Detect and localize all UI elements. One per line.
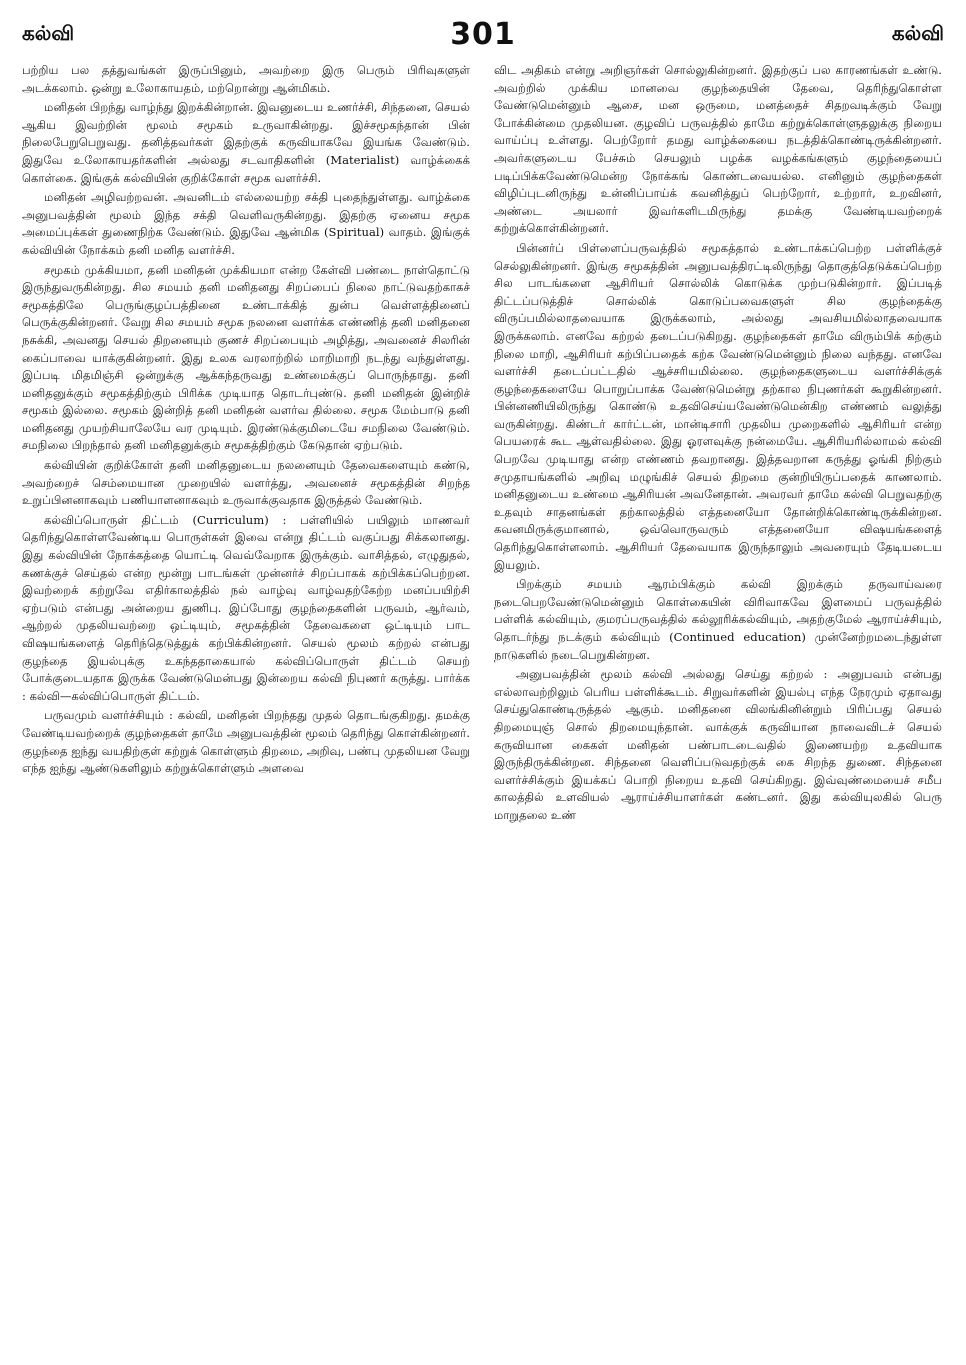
paragraph: பிறக்கும் சமயம் ஆரம்பிக்கும் கல்வி இறக்கும் தருவாய்வரை நடைபெறவேண்டுமென்னும் கொள்கையின் விரிவாகவே இளமைப் பருவத்தில் பள்ளிக் கல்வியும், குமரப்பருவத்தில் கல்லூரிக்கல்வியும், அதற்குமேல் ஆராய்ச்சியும், தொடர்ந்து நடக்கும் கல்வியும் (Continued education) முன்னேற்றமடைந்துள்ள நாடுகளில் நடைபெறுகின்றன. — [494, 577, 942, 662]
paragraph: பருவமும் வளர்ச்சியும் : கல்வி, மனிதன் பிறந்தது முதல் தொடங்குகிறது. தமக்கு வேண்டியவற்றைக் குழந்தைகள் தாமே அனுபவத்தின் மூலம் தெரிந்து கொள்கின்றனர். குழந்தை ஐந்து வயதிற்குள் கற்றுக் கொள்ளும் திறமை, அறிவு, பண்பு முதலியன வேறு எந்த ஐந்து ஆண்டுகளிலும் கற்றுக்கொள்ளும் அளவை — [22, 708, 470, 776]
paragraph: கல்விப்பொருள் திட்டம் (Curriculum) : பள்ளியில் பயிலும் மாணவர் தெரிந்துகொள்ளவேண்டிய பொருள்கள் இவை என்று திட்டம் வகுப்பது சிக்கலானது. இது கல்வியின் நோக்கத்தை யொட்டி வெவ்வேறாக இருக்கும். வாசித்தல், எழுதுதல், கணக்குச் செய்தல் என்ற மூன்று பாடங்கள் முன்னர்ச் சிறப்பாகக் கற்பிக்கப்பெற்றன. இவற்றைக் கற்றுவே எதிர்காலத்தில் நல் வாழ்வு வாழ்வதற்கேற்ற மனப்பயிற்சி ஏற்படும் என்பது அன்றைய துணிபு. இப்போது குழந்தைகளின் பருவம், ஆர்வம், ஆற்றல் முதலியவற்றை ஒட்டியும், சமூகத்தின் தேவைகளை ஒட்டியும் பாட விஷயங்களைத் தெரிந்தெடுத்துக் கற்பிக்கின்றனர். செயல் மூலம் கற்றல் என்பது குழந்தை இயல்புக்கு உகந்ததாகையால் கல்விப்பொருள் திட்டம் செயற் போக்குடையதாக இருக்க வேண்டுமென்பது இன்றைய கல்வி நிபுணர் கருத்து. பார்க்க : கல்வி—கல்விப்பொருள் திட்டம். — [22, 512, 470, 703]
paragraph: கல்வியின் குறிக்கோள் தனி மனிதனுடைய நலனையும் தேவைகளையும் கண்டு, அவற்றைச் செம்மையான முறையில் வளர்த்து, அவனைச் சமூகத்தின் சிறந்த உறுப்பினனாகவும் பணியாளனாகவும் உருவாக்குவதாக இருத்தல் வேண்டும். — [22, 458, 470, 508]
right-column — [494, 62, 942, 1352]
page-number: 301 — [450, 16, 516, 52]
paragraph: பின்னர்ப் பிள்ளைப்பருவத்தில் சமூகத்தால் உண்டாக்கப்பெற்ற பள்ளிக்குச் செல்லுகின்றனர். இங்கு சமூகத்தின் அனுபவத்திரட்டிலிருந்து தொகுத்தெடுக்கப்பெற்ற சில பாடங்களை ஆசிரியர் சொல்லிக் கொடுக்க முற்படுகின்றார். இப்படித் திட்டப்படுத்திச் சொல்லிக் கொடுப்பவைகளுள் சில குழந்தைக்கு விருப்பமில்லாதவையாக இருக்கலாம், அல்லது அவசியமில்லாதவையாக இருக்கலாம். எனவே கற்றல் தடைப்படுகிறது. குழந்தைகள் தாமே விரும்பிக் கற்கும் நிலை மாறி, ஆசிரியர் கற்பிப்பதைக் கற்க வேண்டுமென்னும் நிலை வந்தது. எனவே வளர்ச்சி தடைப்பட்டதில் ஆச்சரியமில்லை. குழந்தைகளுடைய வளர்ச்சிக்குக் குழந்தைகளையே பொறுப்பாக்க வேண்டுமென்று தற்கால நிபுணர்கள் கூறுகின்றனர். பின்னணியிலிருந்து கொண்டு உதவிசெய்யவேண்டுமென்கிற எண்ணம் வலுத்து வருகின்றது. கிண்டர் கார்ட்டன், மான்டிசாரி முதலிய முறைகளில் ஆசிரியர் என்ற பெயரைக் கூட ஆள்வதில்லை. இது ஓரளவுக்கு நன்மையே. ஆசிரியரில்லாமல் கல்வி பெறவே முடியாது என்ற எண்ணம் தவறானது. இத்தவறான கருத்து ஓங்கி நிற்கும் சமுதாயங்களில் அறிவு மழுங்கிச் செயல் திறமை குன்றியிருப்பதைக் காணலாம். மனிதனுடைய உண்மை ஆசிரியன் அவனேதான். அவரவர் தாமே கல்வி பெறுவதற்கு உதவும் சாதனங்கள் தற்காலத்தில் எத்தனையோ தோன்றிக்கொண்டிருக்கின்றன. கவனமிருக்குமானால், ஒவ்வொருவரும் எத்தனையோ விஷயங்களைத் தெரிந்துகொள்ளலாம். ஆசிரியர் தேவையாக இருந்தாலும் அவரையும் தேடியடைய இயலும். — [494, 240, 942, 572]
header-right-title: கல்வி — [891, 20, 944, 45]
header-left-title: கல்வி — [22, 20, 75, 45]
left-column — [22, 62, 470, 1352]
paragraph: பற்றிய பல தத்துவங்கள் இருப்பினும், அவற்றை இரு பெரும் பிரிவுகளுள் அடக்கலாம். ஒன்று உலோகாயதம், மற்றொன்று ஆன்மிகம். — [22, 63, 470, 95]
paragraph: சமூகம் முக்கியமா, தனி மனிதன் முக்கியமா என்ற கேள்வி பண்டை நாள்தொட்டு இருந்துவருகின்றது. சில சமயம் தனி மனிதனது சிறப்பைப் நிலை நாட்டுவதற்காகச் சமூகத்திலே பெருங்குழப்பத்தினை உண்டாக்கித் துன்ப வெள்ளத்தினைப் பெருக்குகின்றனர். வேறு சில சமயம் சமூக நலனை வளர்க்க எண்ணித் தனி மனிதனை நசுக்கி, அவனது செயல் திறனையும் குணச் சிறப்பையும் அழித்து, அவனைச் சிலரின் கைப்பாவை யாக்குகின்றனர். இது உலக வரலாற்றில் மாறிமாறி நடந்து வந்துள்ளது. இப்படி மிதமிஞ்சி ஒன்றுக்கு ஆக்கந்தருவது உண்மைக்குப் பொருந்தாது. தனி மனிதனுக்கும் சமூகத்திற்கும் பிரிக்க முடியாத தொடர்புண்டு. தனி மனிதன் இன்றிச் சமூகம் இல்லை. சமூகம் இன்றித் தனி மனிதன் வளர்வ தில்லை. சமூக மேம்பாடு தனி மனிதனது முயற்சியாலேயே வர முடியும். இரண்டுக்குமிடையே சமநிலை வேண்டும். சமநிலை பிறந்தால் தனி மனிதனுக்கும் சமூகத்திற்கும் கேடுதான் ஏற்படும். — [22, 262, 470, 453]
paragraph: மனிதன் அழிவற்றவன். அவனிடம் எல்லையற்ற சக்தி புதைந்துள்ளது. வாழ்க்கை அனுபவத்தின் மூலம் இந்த சக்தி வெளிவருகின்றது. இதற்கு ஏனைய சமூக அமைப்புக்கள் துணைநிற்க வேண்டும். இதுவே ஆன்மிக (Spiritual) வாதம். இங்குக் கல்வியின் நோக்கம் தனி மனித வளர்ச்சி. — [22, 190, 470, 257]
paragraph: அனுபவத்தின் மூலம் கல்வி அல்லது செய்து கற்றல் : அனுபவம் என்பது எல்லாவற்றிலும் பெரிய பள்ளிக்கூடம். சிறுவர்களின் இயல்பு எந்த நேரமும் ஏதாவது செய்துகொண்டிருத்தல் ஆகும். மனிதனை விலங்கினின்றும் பிரிப்பது செயல் திறமையுஞ் சொல் திறமையுந்தான். வாக்குக் கருவியான நாவைவிடச் செயல் கருவியான கைகள் மனிதன் பண்பாடடைவதில் இணையற்ற உதவியாக இருந்திருக்கின்றன. சிந்தனை வெளிப்படுவதற்குக் கை சிறந்த துணை. சிந்தனை வளர்ச்சிக்கும் இயக்கப் பொறி நிறைய உதவி செய்கிறது. இவ்வுண்மையைச் சமீப காலத்தில் உளவியல் ஆராய்ச்சியாளர்கள் கண்டனர். இது கல்வியுலகில் பெரு மாறுதலை உண் — [494, 667, 942, 822]
paragraph: விட அதிகம் என்று அறிஞர்கள் சொல்லுகின்றனர். இதற்குப் பல காரணங்கள் உண்டு. அவற்றில் முக்கிய மானவை குழந்தையின் தேவை, தெரிந்துகொள்ள வேண்டுமென்னும் ஆசை, மன ஒருமை, மனத்தைச் சிதறவடிக்கும் வேறு போக்கின்மை முதலியன. குழவிப் பருவத்தில் தாமே கற்றுக்கொள்ளுதலுக்கு நிறைய வாய்ப்பு உள்ளது. பெற்றோர் தமது வாழ்க்கையை நடத்திக்கொண்டிருக்கின்றனர். அவர்களுடைய பேச்சும் செயலும் பழக்க வழக்கங்களும் குழந்தையைப் படிப்பிக்கவேண்டுமென்ற நோக்கங் கொண்டவையல்ல. எனினும் குழந்தைகள் விழிப்புடனிருந்து உன்னிப்பாய்க் கவனித்துப் பெற்றோர், உற்றார், உறவினர், அண்டை அயலார் இவர்களிடமிருந்து தமக்கு வேண்டியவற்றைக் கற்றுக்கொள்கின்றனர். — [494, 63, 942, 236]
paragraph: மனிதன் பிறந்து வாழ்ந்து இறக்கின்றான். இவனுடைய உணர்ச்சி, சிந்தனை, செயல் ஆகிய இவற்றின் மூலம் சமூகம் உருவாகின்றது. இச்சமூகந்தான் பின் நிலைபேறுபெறுவது. தனித்தவர்கள் இதற்குக் கருவியாகவே இயங்க வேண்டும். இதுவே உலோகாயதர்களின் அல்லது சடவாதிகளின் (Materialist) வாழ்க்கைக் கொள்கை. இங்குக் கல்வியின் குறிக்கோள் சமூக வளர்ச்சி. — [22, 100, 470, 185]
running-header — [22, 14, 944, 54]
